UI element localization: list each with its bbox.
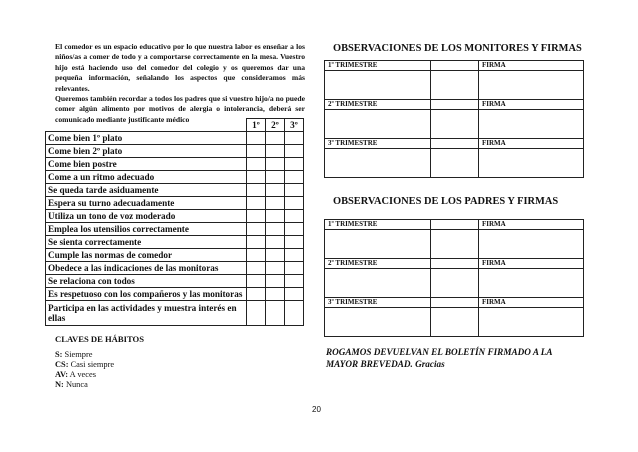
habit-cell-1[interactable] bbox=[247, 223, 266, 236]
legend-text: Nunca bbox=[63, 380, 88, 389]
obs-field[interactable] bbox=[325, 308, 431, 337]
trimestre-label: 3º TRIMESTRE bbox=[325, 139, 431, 149]
table-row bbox=[46, 288, 304, 301]
habit-cell-3[interactable] bbox=[285, 236, 304, 249]
habit-cell-3[interactable] bbox=[285, 210, 304, 223]
habit-cell-3[interactable] bbox=[285, 275, 304, 288]
habit-cell-3[interactable] bbox=[285, 223, 304, 236]
habit-cell-2[interactable] bbox=[266, 262, 285, 275]
monitores-title: OBSERVACIONES DE LOS MONITORES Y FIRMAS bbox=[333, 43, 582, 54]
table-row bbox=[46, 171, 304, 184]
habit-label: Come a un ritmo adecuado bbox=[46, 171, 247, 184]
legend-code: CS: bbox=[55, 360, 69, 369]
legend-item bbox=[55, 380, 114, 390]
firma-field[interactable] bbox=[479, 110, 584, 139]
habit-cell-2[interactable] bbox=[266, 223, 285, 236]
habit-cell-1[interactable] bbox=[247, 288, 266, 301]
habit-label: Se sienta correctamente bbox=[46, 236, 247, 249]
table-row bbox=[46, 145, 304, 158]
habit-label: Come bien 2º plato bbox=[46, 145, 247, 158]
trimestre-label: 1º TRIMESTRE bbox=[325, 61, 431, 71]
table-row bbox=[46, 197, 304, 210]
habit-cell-2[interactable] bbox=[266, 145, 285, 158]
habit-cell-3[interactable] bbox=[285, 249, 304, 262]
legend-item bbox=[55, 360, 114, 370]
page-number: 20 bbox=[312, 405, 321, 414]
habit-cell-3[interactable] bbox=[285, 158, 304, 171]
habit-cell-1[interactable] bbox=[247, 145, 266, 158]
habit-cell-1[interactable] bbox=[247, 262, 266, 275]
col-2-header: 2º bbox=[266, 119, 285, 132]
table-row bbox=[325, 230, 584, 259]
habit-cell-2[interactable] bbox=[266, 171, 285, 184]
legend-code: S: bbox=[55, 350, 63, 359]
table-row bbox=[325, 220, 584, 230]
table-row bbox=[325, 269, 584, 298]
trimestre-label: 2º TRIMESTRE bbox=[325, 100, 431, 110]
table-row bbox=[46, 249, 304, 262]
table-row bbox=[325, 259, 584, 269]
table-row bbox=[325, 149, 584, 178]
habit-label: Se queda tarde asiduamente bbox=[46, 184, 247, 197]
habit-cell-3[interactable] bbox=[285, 132, 304, 145]
table-row bbox=[325, 139, 584, 149]
obs-field[interactable] bbox=[325, 71, 431, 100]
allergy-notice: Queremos también recordar a todos los padres que si vuestro hijo/a no puede comer algún alimento por motivos de alergia o intolerancia, deberá ser comunicado mediante justificante médico bbox=[55, 94, 305, 124]
intro-paragraph: El comedor es un espacio educativo por lo que nuestra labor es enseñar a los niños/as a comer de todo y a comportarse correctamente en la mesa. Vuestro hijo está haciendo uso del comedor del colegio y os queremos dar una pequeña información, señalando los aspectos que consideramos más relevantes. bbox=[55, 42, 305, 93]
habit-cell-1[interactable] bbox=[247, 210, 266, 223]
legend-text: Casi siempre bbox=[68, 360, 115, 369]
return-request: ROGAMOS DEVUELVAN EL BOLETÍN FIRMADO A LA MAYOR BREVEDAD. Gracias bbox=[326, 347, 552, 369]
habit-cell-3[interactable] bbox=[285, 184, 304, 197]
table-row bbox=[46, 275, 304, 288]
padres-table bbox=[324, 219, 584, 337]
habit-cell-3[interactable] bbox=[285, 288, 304, 301]
firma-label: FIRMA bbox=[479, 100, 584, 110]
habit-cell-3[interactable] bbox=[285, 171, 304, 184]
firma-field[interactable] bbox=[479, 308, 584, 337]
habit-cell-3[interactable] bbox=[285, 145, 304, 158]
firma-label: FIRMA bbox=[479, 220, 584, 230]
obs-field[interactable] bbox=[325, 269, 431, 298]
habit-cell-1[interactable] bbox=[247, 301, 266, 326]
habit-cell-2[interactable] bbox=[266, 184, 285, 197]
habit-label: Cumple las normas de comedor bbox=[46, 249, 247, 262]
habit-cell-1[interactable] bbox=[247, 171, 266, 184]
habit-cell-2[interactable] bbox=[266, 210, 285, 223]
padres-title: OBSERVACIONES DE LOS PADRES Y FIRMAS bbox=[333, 196, 559, 207]
table-row bbox=[325, 308, 584, 337]
col-1-header: 1º bbox=[247, 119, 266, 132]
habit-label: Come bien 1º plato bbox=[46, 132, 247, 145]
legend-code: N: bbox=[55, 380, 64, 389]
habit-cell-2[interactable] bbox=[266, 249, 285, 262]
trimestre-label: 3º TRIMESTRE bbox=[325, 298, 431, 308]
obs-field[interactable] bbox=[325, 230, 431, 259]
firma-field[interactable] bbox=[479, 269, 584, 298]
firma-label: FIRMA bbox=[479, 61, 584, 71]
trimestre-label: 2º TRIMESTRE bbox=[325, 259, 431, 269]
firma-field[interactable] bbox=[479, 71, 584, 100]
habit-label: Espera su turno adecuadamente bbox=[46, 197, 247, 210]
habit-label: Emplea los utensilios correctamente bbox=[46, 223, 247, 236]
claves-legend bbox=[55, 350, 114, 390]
table-row bbox=[46, 262, 304, 275]
habit-cell-2[interactable] bbox=[266, 132, 285, 145]
table-row bbox=[46, 301, 304, 326]
habit-cell-1[interactable] bbox=[247, 197, 266, 210]
habit-cell-1[interactable] bbox=[247, 184, 266, 197]
firma-field[interactable] bbox=[479, 230, 584, 259]
habit-label: Es respetuoso con los compañeros y las monitoras bbox=[46, 288, 247, 301]
habit-cell-2[interactable] bbox=[266, 275, 285, 288]
table-row bbox=[325, 71, 584, 100]
legend-item bbox=[55, 350, 114, 360]
habit-cell-2[interactable] bbox=[266, 236, 285, 249]
table-row bbox=[325, 110, 584, 139]
table-row bbox=[325, 61, 584, 71]
trimestre-label: 1º TRIMESTRE bbox=[325, 220, 431, 230]
habit-cell-1[interactable] bbox=[247, 132, 266, 145]
legend-text: Siempre bbox=[62, 350, 93, 359]
habit-cell-1[interactable] bbox=[247, 249, 266, 262]
habit-label: Obedece a las indicaciones de las monitoras bbox=[46, 262, 247, 275]
habit-cell-3[interactable] bbox=[285, 197, 304, 210]
habit-cell-2[interactable] bbox=[266, 197, 285, 210]
habit-label: Come bien postre bbox=[46, 158, 247, 171]
habit-cell-3[interactable] bbox=[285, 262, 304, 275]
habit-label: Se relaciona con todos bbox=[46, 275, 247, 288]
legend-code: AV: bbox=[55, 370, 69, 379]
claves-title: CLAVES DE HÁBITOS bbox=[55, 334, 144, 344]
table-row bbox=[325, 100, 584, 110]
habit-cell-1[interactable] bbox=[247, 275, 266, 288]
col-3-header: 3º bbox=[285, 119, 304, 132]
table-row bbox=[46, 132, 304, 145]
monitores-table bbox=[324, 60, 584, 178]
habit-label: Participa en las actividades y muestra interés en ellas bbox=[46, 301, 247, 326]
habit-cell-2[interactable] bbox=[266, 288, 285, 301]
habits-header-row bbox=[46, 119, 304, 132]
firma-field[interactable] bbox=[479, 149, 584, 178]
obs-field[interactable] bbox=[325, 110, 431, 139]
habit-cell-2[interactable] bbox=[266, 301, 285, 326]
firma-label: FIRMA bbox=[479, 298, 584, 308]
habit-cell-3[interactable] bbox=[285, 301, 304, 326]
firma-label: FIRMA bbox=[479, 259, 584, 269]
habits-header-blank bbox=[46, 119, 247, 132]
firma-label: FIRMA bbox=[479, 139, 584, 149]
obs-field[interactable] bbox=[325, 149, 431, 178]
legend-item bbox=[55, 370, 114, 380]
table-row bbox=[46, 210, 304, 223]
habit-cell-2[interactable] bbox=[266, 158, 285, 171]
table-row bbox=[46, 158, 304, 171]
legend-text: A veces bbox=[68, 370, 96, 379]
habits-table bbox=[45, 118, 304, 326]
habit-label: Utiliza un tono de voz moderado bbox=[46, 210, 247, 223]
habit-cell-1[interactable] bbox=[247, 158, 266, 171]
table-row bbox=[325, 298, 584, 308]
table-row bbox=[46, 236, 304, 249]
table-row bbox=[46, 184, 304, 197]
table-row bbox=[46, 223, 304, 236]
habit-cell-1[interactable] bbox=[247, 236, 266, 249]
